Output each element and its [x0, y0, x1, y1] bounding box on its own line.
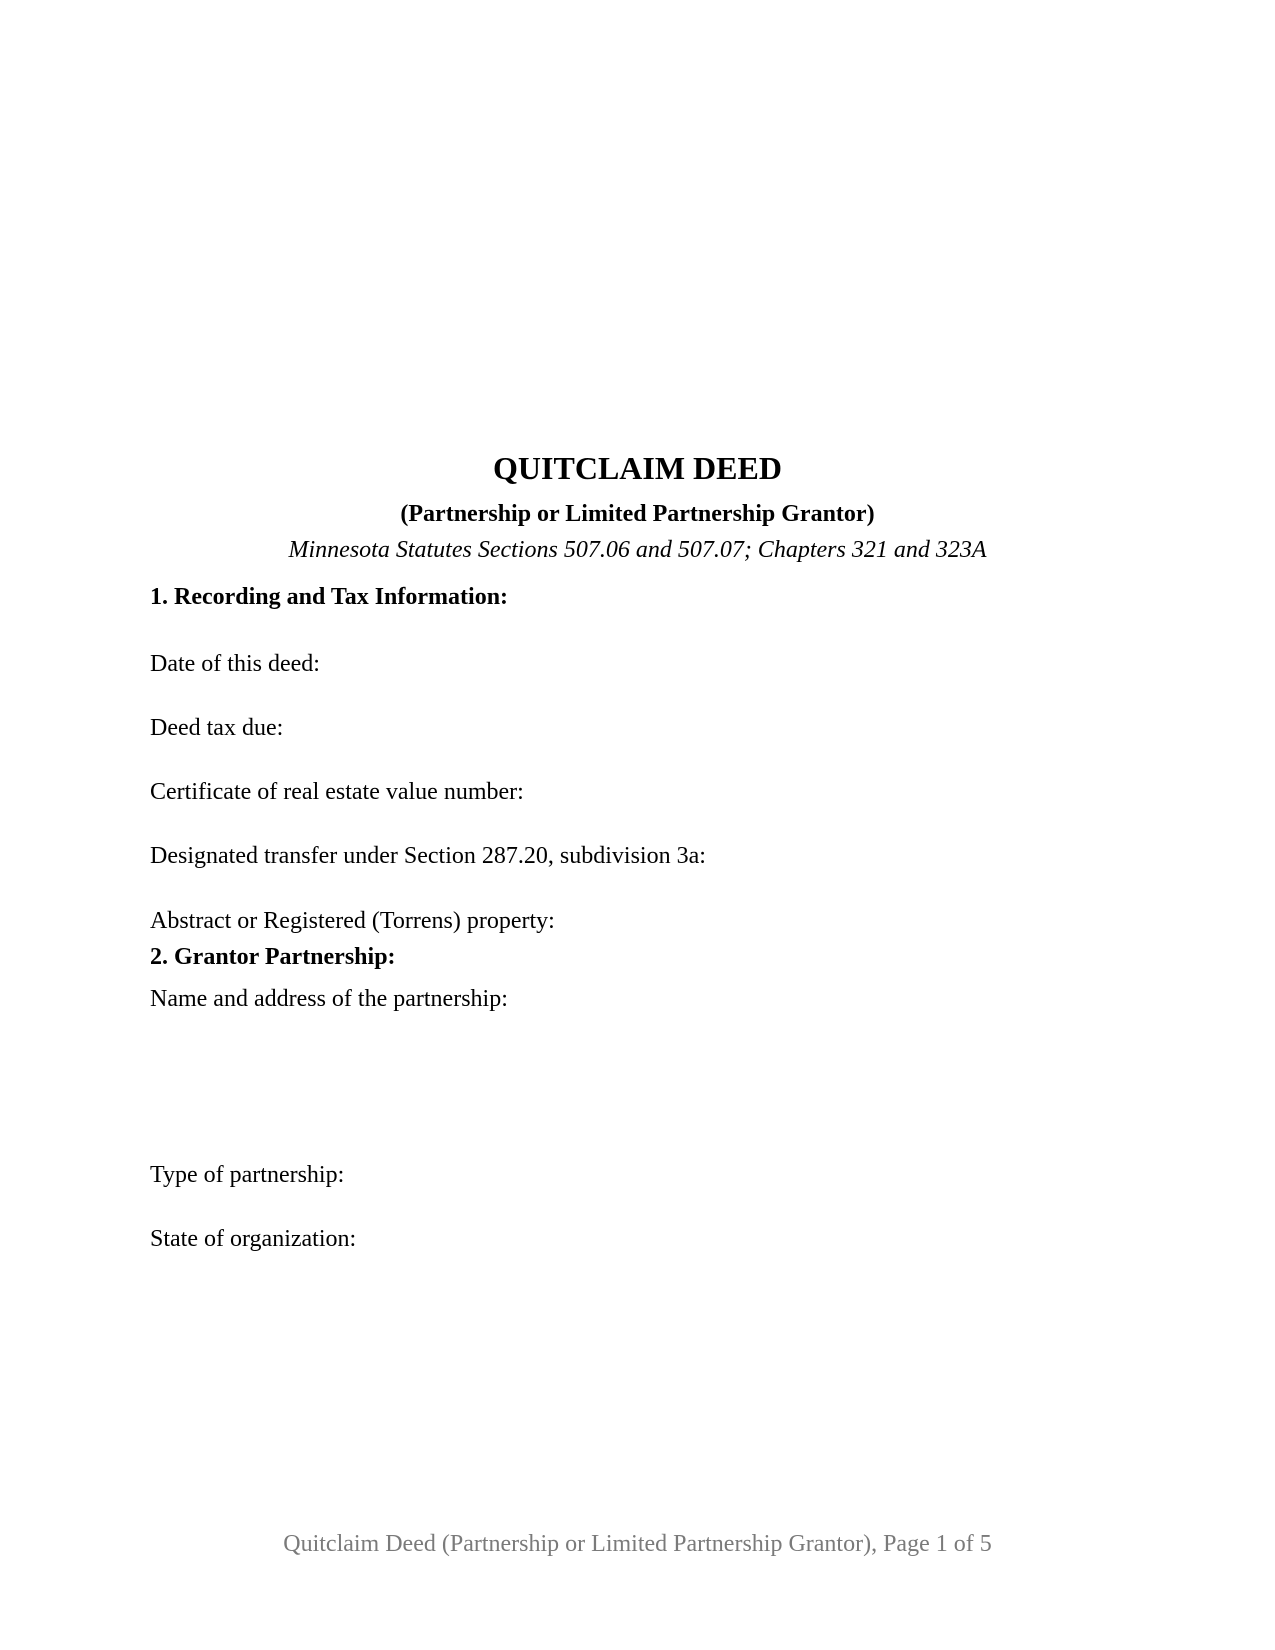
section-2-heading: 2. Grantor Partnership: — [150, 944, 396, 970]
crv-number-label: Certificate of real estate value number: — [150, 779, 524, 805]
document-title: QUITCLAIM DEED — [493, 450, 782, 486]
state-of-organization-label: State of organization: — [150, 1226, 357, 1252]
statute-reference: Minnesota Statutes Sections 507.06 and 507.07; Chapters 321 and 323A — [288, 537, 987, 563]
date-of-deed-label: Date of this deed: — [150, 651, 320, 677]
document-subtitle: (Partnership or Limited Partnership Grantor) — [400, 501, 875, 527]
partnership-name-address-label: Name and address of the partnership: — [150, 986, 508, 1012]
section-1-heading: 1. Recording and Tax Information: — [150, 584, 509, 610]
partnership-type-label: Type of partnership: — [150, 1162, 345, 1188]
designated-transfer-label: Designated transfer under Section 287.20, subdivision 3a: — [150, 843, 706, 869]
property-type-label: Abstract or Registered (Torrens) property: — [150, 908, 555, 934]
deed-tax-due-label: Deed tax due: — [150, 715, 284, 741]
page-footer: Quitclaim Deed (Partnership or Limited Partnership Grantor), Page 1 of 5 — [283, 1531, 992, 1557]
